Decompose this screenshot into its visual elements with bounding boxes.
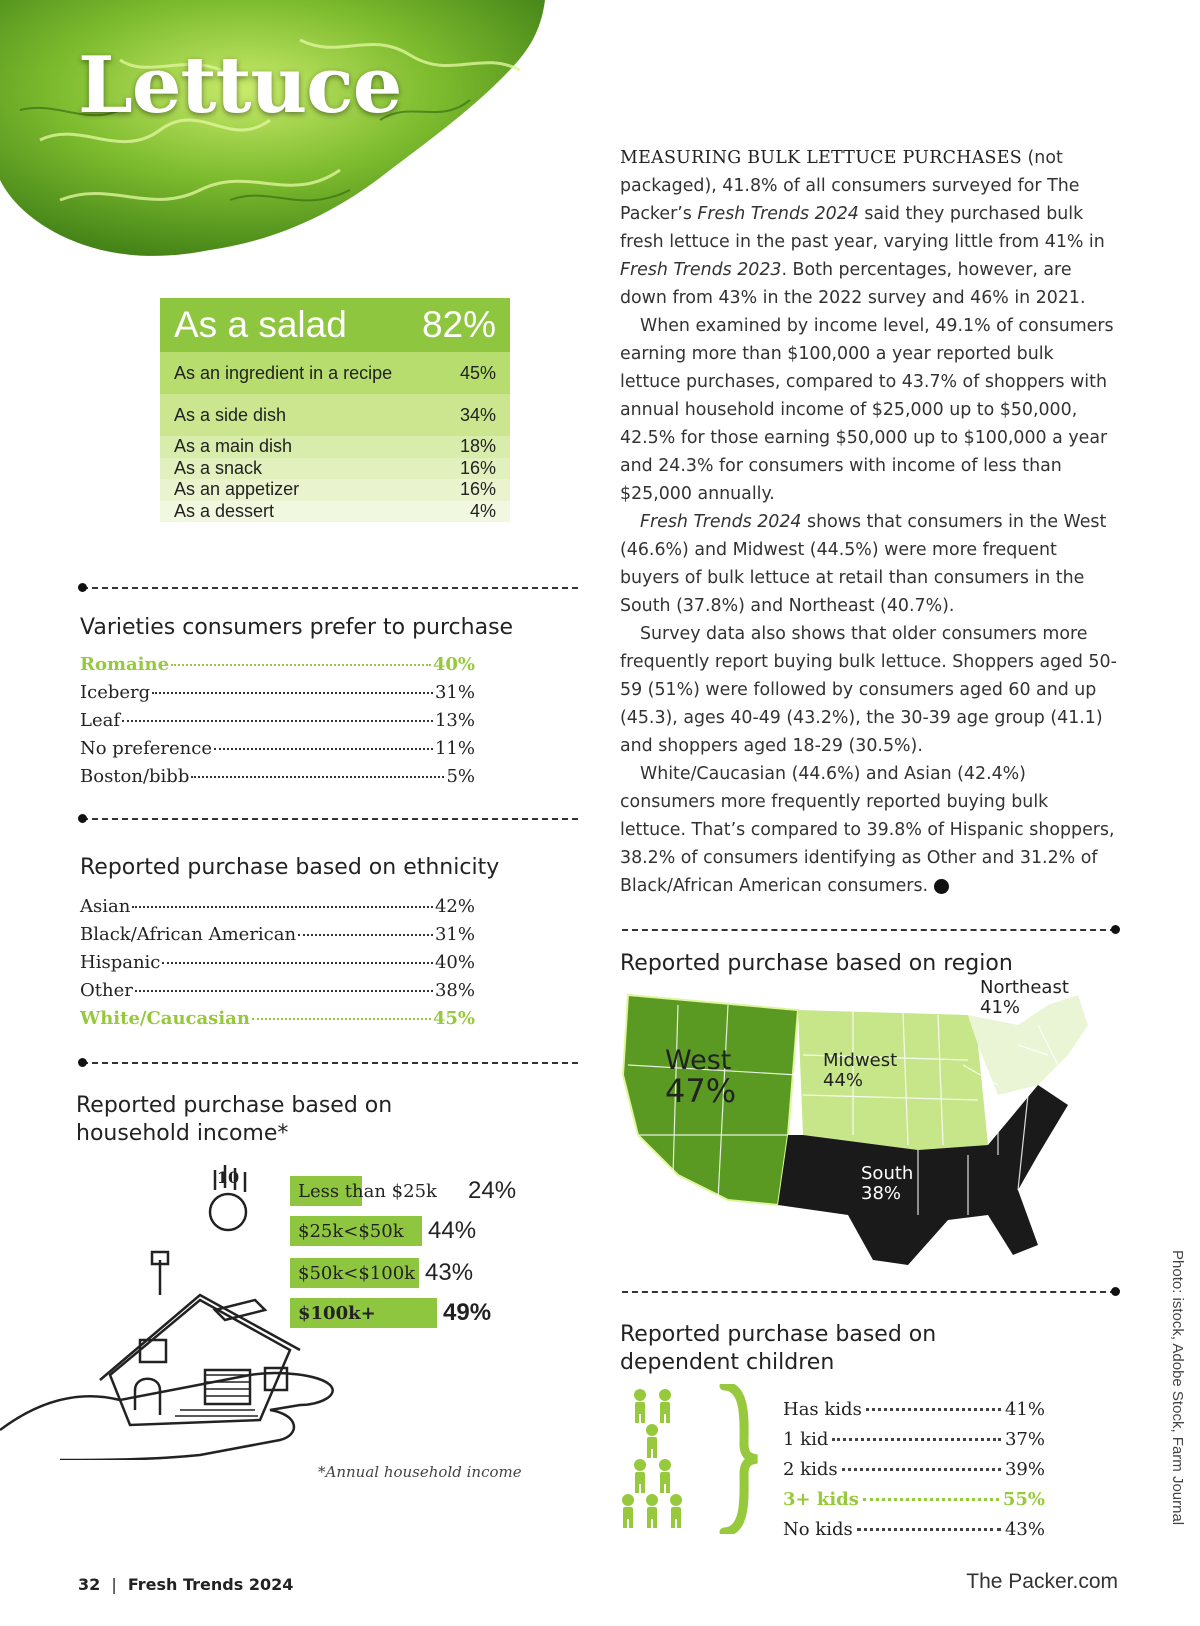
page-number: 32: [78, 1575, 101, 1594]
children-heading-line2: dependent children: [620, 1350, 835, 1375]
item-label: Other: [80, 980, 133, 1001]
income-bar-label: $25k<$50k: [298, 1220, 404, 1242]
leader-dots: [214, 748, 433, 750]
usage-row: [160, 479, 510, 501]
end-mark-icon: FT: [934, 879, 949, 894]
article-paragraph: [620, 508, 1118, 620]
usage-header: [160, 298, 510, 352]
item-value: 39%: [1004, 1459, 1045, 1480]
leader-dots: [298, 934, 433, 936]
income-heading: [76, 1092, 392, 1148]
item-label: 3+ kids: [783, 1489, 859, 1510]
leader-dots: [162, 962, 433, 964]
northeast-label: [980, 978, 1069, 1018]
income-bar-label: Less than $25k: [298, 1180, 437, 1202]
item-value: 42%: [434, 896, 475, 917]
leader-dots: [132, 906, 433, 908]
item-value: 37%: [1004, 1429, 1045, 1450]
income-bar-row: [290, 1176, 517, 1206]
usage-table: [160, 298, 510, 522]
us-region-map: [618, 985, 1128, 1285]
region-heading: Reported purchase based on region: [620, 951, 1013, 976]
item-value: 40%: [432, 654, 475, 675]
usage-row: [160, 501, 510, 523]
income-bar-row: [290, 1258, 474, 1288]
children-heading: [620, 1321, 936, 1377]
item-label: Asian: [80, 896, 131, 917]
item-value: 38%: [434, 980, 475, 1001]
leader-dots: [171, 664, 431, 666]
usage-row-label: As a main dish: [174, 436, 293, 457]
article-text: White/Caucasian (44.6%) and Asian (42.4%) consumers more frequently reported buying bulk lettuce. That’s compared to 39.8% of Hispanic shoppers, 38.2% of consumers identifying as Other and 31.2% of Black/African American consumers.: [620, 764, 1115, 896]
usage-row-value: 34%: [459, 404, 496, 425]
article-paragraph: [620, 144, 1118, 312]
region-value: 44%: [823, 1070, 864, 1091]
usage-row-value: 4%: [469, 500, 496, 521]
list-item: [783, 1399, 1045, 1429]
children-list: [783, 1399, 1045, 1549]
income-bar-value: 49%: [443, 1299, 492, 1326]
usage-row-value: 18%: [459, 436, 496, 457]
usage-row: [160, 394, 510, 436]
leader-dots: [152, 692, 433, 694]
region-value: 47%: [665, 1072, 737, 1110]
item-value: 55%: [1002, 1489, 1045, 1510]
item-label: 1 kid: [783, 1429, 829, 1450]
list-item: [80, 1008, 475, 1036]
item-value: 41%: [1004, 1399, 1045, 1420]
list-item: [783, 1489, 1045, 1519]
list-item: [80, 952, 475, 980]
item-label: Iceberg: [80, 682, 151, 703]
midwest-label: [823, 1051, 897, 1091]
region-name: West: [665, 1045, 732, 1076]
footer-page-info: [78, 1575, 293, 1594]
item-label: Black/African American: [80, 924, 297, 945]
leader-dots: [122, 720, 433, 722]
list-item: [80, 682, 475, 710]
usage-row-label: As an appetizer: [174, 479, 300, 500]
article-paragraph: Survey data also shows that older consumers more frequently report buying bulk lettuce. Shoppers aged 50-59 (51%) were followed by consumers aged 60 and up (45.3), ages 40-49 (43.2%), the 30-39 age group (41.1) and shoppers aged 18-29 (30.5%).: [620, 624, 1117, 756]
coin-icon: 10: [216, 1168, 240, 1187]
usage-row-label: As an ingredient in a recipe: [174, 362, 393, 383]
usage-row: [160, 436, 510, 458]
leader-dots: [252, 1018, 431, 1020]
list-item: [783, 1519, 1045, 1549]
page-title: Lettuce: [78, 40, 402, 131]
article-italic: Fresh Trends 2024: [697, 204, 859, 224]
ethnicity-heading: Reported purchase based on ethnicity: [80, 855, 500, 880]
kids-figures-icon: [612, 1384, 762, 1534]
article-lead-in: MEASURING BULK LETTUCE PURCHASES: [620, 148, 1022, 168]
leader-dots: [842, 1468, 1001, 1471]
leader-dots: [191, 776, 444, 778]
usage-row: [160, 352, 510, 394]
item-value: 43%: [1004, 1519, 1045, 1540]
divider-dot: [78, 814, 87, 823]
region-value: 41%: [980, 997, 1021, 1018]
list-item: [80, 710, 475, 738]
income-bar-label: $100k+: [298, 1302, 376, 1324]
region-name: Midwest: [823, 1050, 898, 1071]
children-heading-line1: Reported purchase based on: [620, 1322, 937, 1347]
section-divider: [82, 818, 578, 822]
section-divider: [622, 929, 1116, 933]
usage-row-value: 16%: [459, 457, 496, 478]
item-value: 40%: [434, 952, 475, 973]
item-label: No kids: [783, 1519, 853, 1540]
income-heading-line1: Reported purchase based on: [76, 1093, 393, 1118]
usage-row: [160, 458, 510, 480]
item-value: 5%: [446, 766, 475, 787]
article-text: said they purchased bulk fresh lettuce in the past year, varying little from 41% in: [620, 204, 1105, 252]
article-italic: Fresh Trends 2023: [620, 260, 782, 280]
leader-dots: [135, 990, 433, 992]
list-item: [80, 766, 475, 794]
item-label: 2 kids: [783, 1459, 838, 1480]
section-divider: [82, 587, 578, 591]
region-name: South: [861, 1163, 914, 1184]
income-bar-label: $50k<$100k: [298, 1262, 416, 1284]
item-value: 13%: [434, 710, 475, 731]
item-label: Hispanic: [80, 952, 161, 973]
article-text: shows that consumers in the West (46.6%) and Midwest (44.5%) were more frequent buyers of bulk lettuce at retail than consumers in the South (37.8%) and Northeast (40.7%).: [620, 512, 1107, 616]
footer-site: The Packer.com: [966, 1570, 1118, 1593]
income-bar-row: [290, 1216, 477, 1246]
article-text: . Both percentages, however, are down from 43% in the 2022 survey and 46% in 2021.: [620, 260, 1086, 308]
list-item: [80, 924, 475, 952]
list-item: [783, 1459, 1045, 1489]
item-label: Boston/bibb: [80, 766, 190, 787]
list-item: [80, 896, 475, 924]
income-bar-value: 44%: [428, 1217, 477, 1244]
item-value: 31%: [434, 682, 475, 703]
region-value: 38%: [861, 1183, 902, 1204]
region-name: Northeast: [980, 977, 1069, 998]
income-bar-row: [290, 1298, 492, 1328]
article-italic: Fresh Trends 2024: [640, 512, 802, 532]
list-item: [80, 738, 475, 766]
usage-row-value: 16%: [459, 479, 496, 500]
item-label: White/Caucasian: [80, 1008, 250, 1029]
item-value: 31%: [434, 924, 475, 945]
publication-name: Fresh Trends 2024: [127, 1575, 294, 1594]
item-label: Leaf: [80, 710, 120, 731]
article-text: (not packaged), 41.8% of all consumers surveyed for The Packer’s: [620, 148, 1080, 224]
section-divider: [622, 1291, 1116, 1295]
list-item: [80, 980, 475, 1008]
divider-dot: [78, 583, 87, 592]
item-label: No preference: [80, 738, 212, 759]
usage-row-label: As a snack: [174, 457, 263, 478]
photo-credit: Photo: istock, Adobe Stock, Farm Journal: [1169, 1250, 1186, 1526]
item-value: 11%: [434, 738, 475, 759]
divider-dot: [1111, 1287, 1120, 1296]
income-footnote: *Annual household income: [318, 1463, 522, 1481]
ethnicity-list: [80, 896, 475, 1036]
usage-row-value: 45%: [459, 362, 496, 383]
footer-separator: |: [111, 1575, 117, 1594]
item-value: 45%: [432, 1008, 475, 1029]
article-paragraph: When examined by income level, 49.1% of consumers earning more than $100,000 a year reported bulk lettuce purchases, compared to 43.7% of shoppers with annual household income of $25,000 up to $50,000, 42.5% for those earning $50,000 up to $100,000 a year and 24.3% for consumers with income of less than $25,000 annually.: [620, 316, 1114, 504]
leader-dots: [857, 1528, 1001, 1531]
leader-dots: [832, 1438, 1001, 1441]
west-label: [665, 1045, 737, 1110]
article-paragraph: [620, 760, 1118, 900]
south-label: [861, 1164, 913, 1204]
item-label: Has kids: [783, 1399, 862, 1420]
list-item: [80, 654, 475, 682]
usage-row-label: As a side dish: [174, 404, 287, 425]
list-item: [783, 1429, 1045, 1459]
leader-dots: [866, 1408, 1001, 1411]
divider-dot: [78, 1058, 87, 1067]
divider-dot: [1111, 925, 1120, 934]
income-bar-value: 43%: [425, 1259, 474, 1286]
income-heading-line2: household income*: [76, 1121, 289, 1146]
usage-header-label: As a salad: [174, 304, 347, 345]
article-body: [620, 144, 1118, 900]
varieties-list: [80, 654, 475, 794]
income-bar-value: 24%: [468, 1177, 517, 1204]
leader-dots: [863, 1498, 999, 1501]
varieties-heading: Varieties consumers prefer to purchase: [80, 615, 514, 640]
section-divider: [82, 1062, 578, 1066]
item-label: Romaine: [80, 654, 170, 675]
usage-row-label: As a dessert: [174, 500, 275, 521]
usage-header-value: 82%: [421, 304, 496, 345]
